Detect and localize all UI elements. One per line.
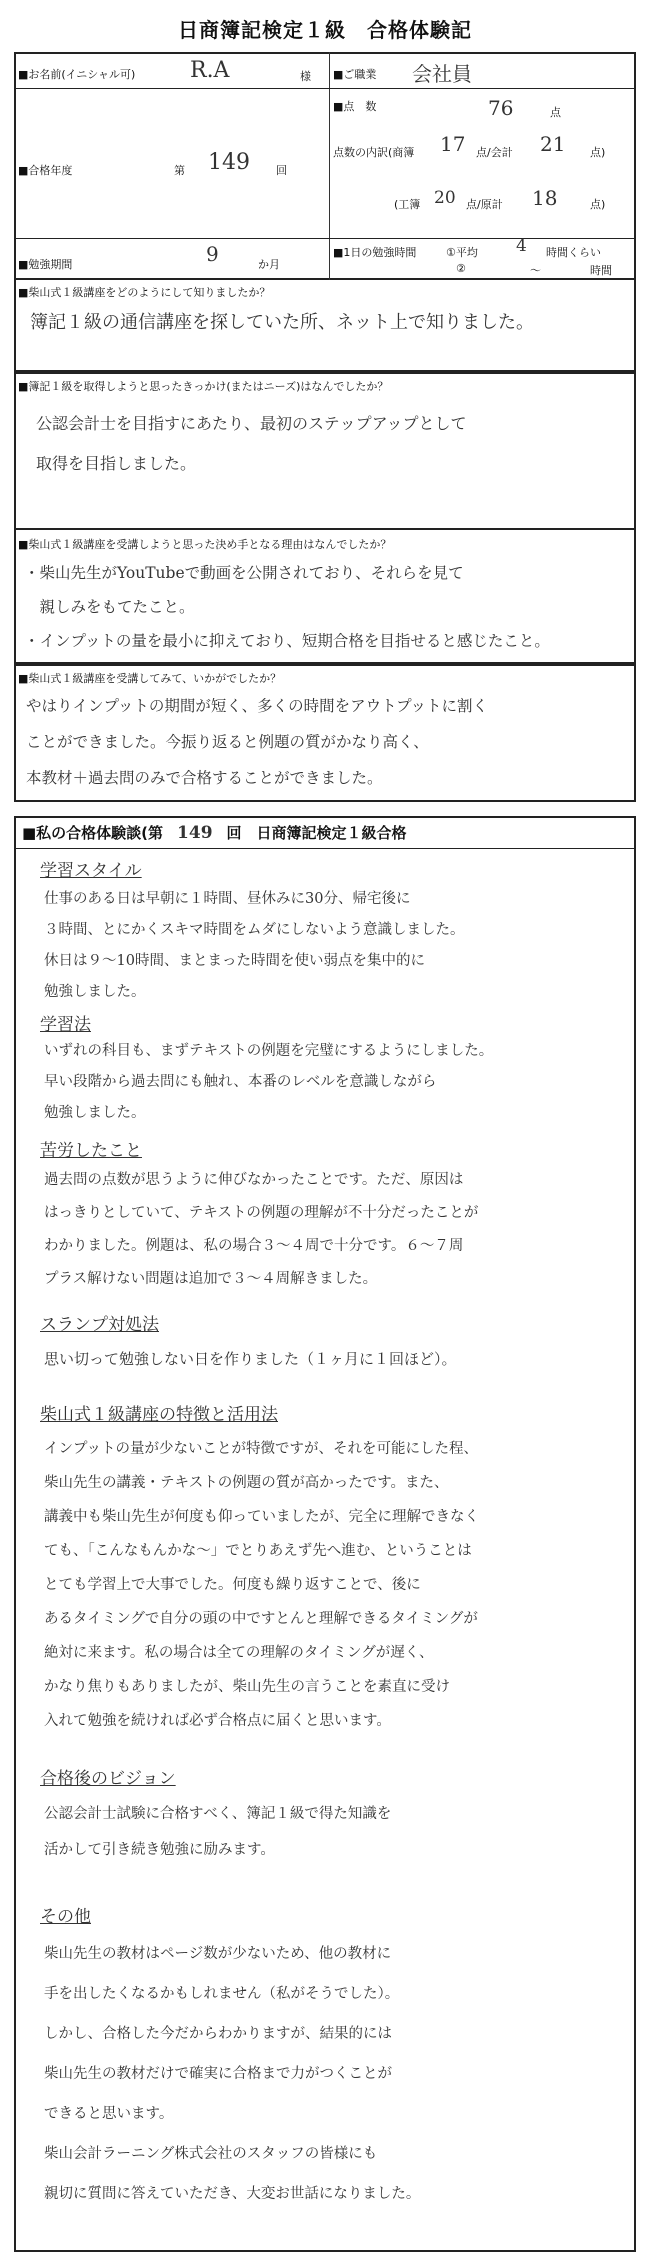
daily-avg-unit: 時間くらい — [546, 246, 601, 259]
kobo-label: (工簿 — [394, 198, 421, 211]
body-line: あるタイミングで自分の頭の中ですとんと理解できるタイミングが — [44, 1611, 478, 1627]
job-value: 会社員 — [412, 62, 472, 86]
name-label: ■お名前(イニシャル可) — [18, 68, 136, 81]
section-heading-slump: スランプ対処法 — [40, 1315, 159, 1335]
daily-2-unit: 時間 — [590, 264, 612, 277]
body-line: 柴山先生の講義・テキストの例題の質が高かったです。また、 — [44, 1475, 449, 1491]
breakdown-label: 点数の内訳(商簿 — [333, 146, 415, 159]
body-line: いずれの科目も、まずテキストの例題を完璧にするようにしました。 — [44, 1043, 494, 1059]
body-line: 入れて勉強を続ければ必ず合格点に届くと思います。 — [44, 1713, 391, 1729]
q3-answer-line: ・柴山先生がYouTubeで動画を公開されており、それらを見て — [24, 564, 464, 582]
body-line: 親切に質問に答えていただき、大変お世話になりました。 — [44, 2186, 421, 2202]
body-line: 絶対に来ます。私の場合は全ての理解のタイミングが遅く、 — [44, 1645, 434, 1661]
section-body-study-method — [44, 1036, 628, 1129]
kobo-value: 20 — [434, 188, 456, 208]
body-line: 柴山先生の教材はページ数が少ないため、他の教材に — [44, 1946, 392, 1962]
section-heading-vision: 合格後のビジョン — [40, 1769, 176, 1789]
q1-answer-line: 簿記１級の通信講座を探していた所、ネット上で知りました。 — [30, 312, 534, 333]
period-label: ■勉強期間 — [18, 258, 73, 271]
section-heading-study-style: 学習スタイル — [40, 861, 142, 881]
body-line: わかりました。例題は、私の場合３～４周で十分です。６～７周 — [44, 1238, 464, 1254]
section-body-study-style — [44, 884, 628, 1008]
body-line: プラス解けない問題は追加で３～４周解きました。 — [44, 1271, 378, 1287]
body-line: 活かして引き続き勉強に励みます。 — [44, 1842, 275, 1858]
q2-answer-line: 取得を目指しました。 — [36, 454, 197, 473]
genka-value: 18 — [532, 186, 558, 210]
daily-2-label: ② — [456, 262, 466, 275]
body-line: 勉強しました。 — [44, 1105, 146, 1121]
q4-answer-line: やはりインプットの期間が短く、多くの時間をアウトプットに割く — [26, 697, 489, 715]
daily-label: ■1日の勉強時間 — [333, 246, 417, 259]
body-line: ３時間、とにかくスキマ時間をムダにしないよう意識しました。 — [44, 922, 465, 938]
score-label: ■点 数 — [333, 100, 377, 113]
body-line: 勉強しました。 — [44, 984, 146, 1000]
shobo-value: 17 — [440, 132, 466, 156]
story-title — [22, 822, 407, 843]
body-line: 過去問の点数が思うように伸びなかったことです。ただ、原因は — [44, 1172, 464, 1188]
kaikei-label: 点/会計 — [476, 146, 513, 159]
q3-answer-line: ・インプットの量を最小に抑えており、短期合格を目指せると感じたこと。 — [24, 632, 550, 650]
daily-avg-value: 4 — [516, 236, 527, 256]
name-value: R.A — [190, 58, 230, 83]
genka-label: 点/原計 — [466, 198, 503, 211]
body-line: はっきりとしていて、テキストの例題の理解が不十分だったことが — [44, 1205, 479, 1221]
period-unit: か月 — [258, 258, 280, 271]
story-suffix: 回 日商簿記検定１級合格 — [226, 824, 407, 842]
q4-question: ■柴山式１級講座を受講してみて、いかがでしたか？ — [18, 672, 282, 685]
section-heading-other: その他 — [40, 1907, 91, 1927]
body-line: 早い段階から過去問にも触れ、本番のレベルを意識しながら — [44, 1074, 437, 1090]
body-line: 思い切って勉強しない日を作りました（１ヶ月に１回ほど）。 — [44, 1350, 457, 1368]
genka-unit: 点) — [590, 198, 606, 211]
q2-answer — [36, 404, 626, 484]
year-value: 149 — [208, 150, 250, 175]
header-divider — [329, 52, 330, 280]
daily-avg-label: ①平均 — [446, 246, 478, 259]
kaikei-unit: 点) — [590, 146, 606, 159]
header-grid — [14, 52, 636, 280]
body-line: 手を出したくなるかもしれません（私がそうでした）。 — [44, 1986, 400, 2002]
q4-answer-line: ことができました。今振り返ると例題の質がかなり高く、 — [26, 733, 429, 751]
period-value: 9 — [206, 242, 219, 266]
job-label: ■ご職業 — [333, 68, 377, 81]
daily-2-tilde: ～ — [530, 264, 541, 277]
year-prefix: 第 — [174, 164, 185, 177]
q3-answer-line: 親しみをもてたこと。 — [24, 598, 195, 616]
kaikei-value: 21 — [540, 132, 566, 156]
section-body-course-features — [44, 1432, 628, 1738]
body-line: とても学習上で大事でした。何度も繰り返すことで、後に — [44, 1577, 421, 1593]
q4-answer — [26, 688, 630, 796]
section-heading-study-method: 学習法 — [40, 1015, 91, 1035]
body-line: 柴山会計ラーニング株式会社のスタッフの皆様にも — [44, 2146, 378, 2162]
body-line: しかし、合格した今だからわかりますが、結果的には — [44, 2026, 392, 2042]
q1-answer — [30, 306, 630, 340]
section-heading-difficulties: 苦労したこと — [40, 1141, 142, 1161]
section-heading-course-features: 柴山式１級講座の特徴と活用法 — [40, 1405, 278, 1425]
section-body-vision — [44, 1796, 628, 1868]
q2-answer-line: 公認会計士を目指すにあたり、最初のステップアップとして — [36, 414, 467, 433]
section-body-slump — [44, 1344, 634, 1375]
body-line: 公認会計士試験に合格すべく、簿記１級で得た知識を — [44, 1806, 392, 1822]
story-prefix: ■私の合格体験談(第 — [22, 824, 164, 842]
body-line: 仕事のある日は早朝に１時間、昼休みに30分、帰宅後に — [44, 891, 411, 907]
q2-question: ■簿記１級を取得しようと思ったきっかけ(またはニーズ)はなんでしたか？ — [18, 380, 389, 393]
body-line: 柴山先生の教材だけで確実に合格まで力がつくことが — [44, 2066, 392, 2082]
body-line: 休日は９～10時間、まとまった時間を使い弱点を集中的に — [44, 953, 425, 969]
year-label: ■合格年度 — [18, 164, 73, 177]
body-line: できると思います。 — [44, 2106, 174, 2122]
section-body-other — [44, 1934, 628, 2214]
q3-answer — [24, 556, 628, 658]
q4-answer-line: 本教材＋過去問のみで合格することができました。 — [26, 769, 383, 787]
name-suffix: 様 — [300, 70, 311, 83]
page-title: 日商簿記検定１級 合格体験記 — [178, 18, 472, 42]
section-body-difficulties — [44, 1164, 628, 1296]
q1-question: ■柴山式１級講座をどのようにして知りましたか？ — [18, 286, 271, 299]
body-line: かなり焦りもありましたが、柴山先生の言うことを素直に受け — [44, 1679, 450, 1695]
body-line: 講義中も柴山先生が何度も仰っていましたが、完全に理解できなく — [44, 1509, 479, 1525]
body-line: インプットの量が少ないことが特徴ですが、それを可能にした程、 — [44, 1441, 478, 1457]
story-number: 149 — [177, 823, 213, 843]
score-unit: 点 — [550, 106, 561, 119]
q3-question: ■柴山式１級講座を受講しようと思った決め手となる理由はなんでしたか？ — [18, 538, 392, 551]
body-line: ても、「こんなもんかな～」でとりあえず先へ進む、ということは — [44, 1543, 472, 1559]
score-value: 76 — [488, 96, 514, 120]
year-suffix: 回 — [276, 164, 287, 177]
